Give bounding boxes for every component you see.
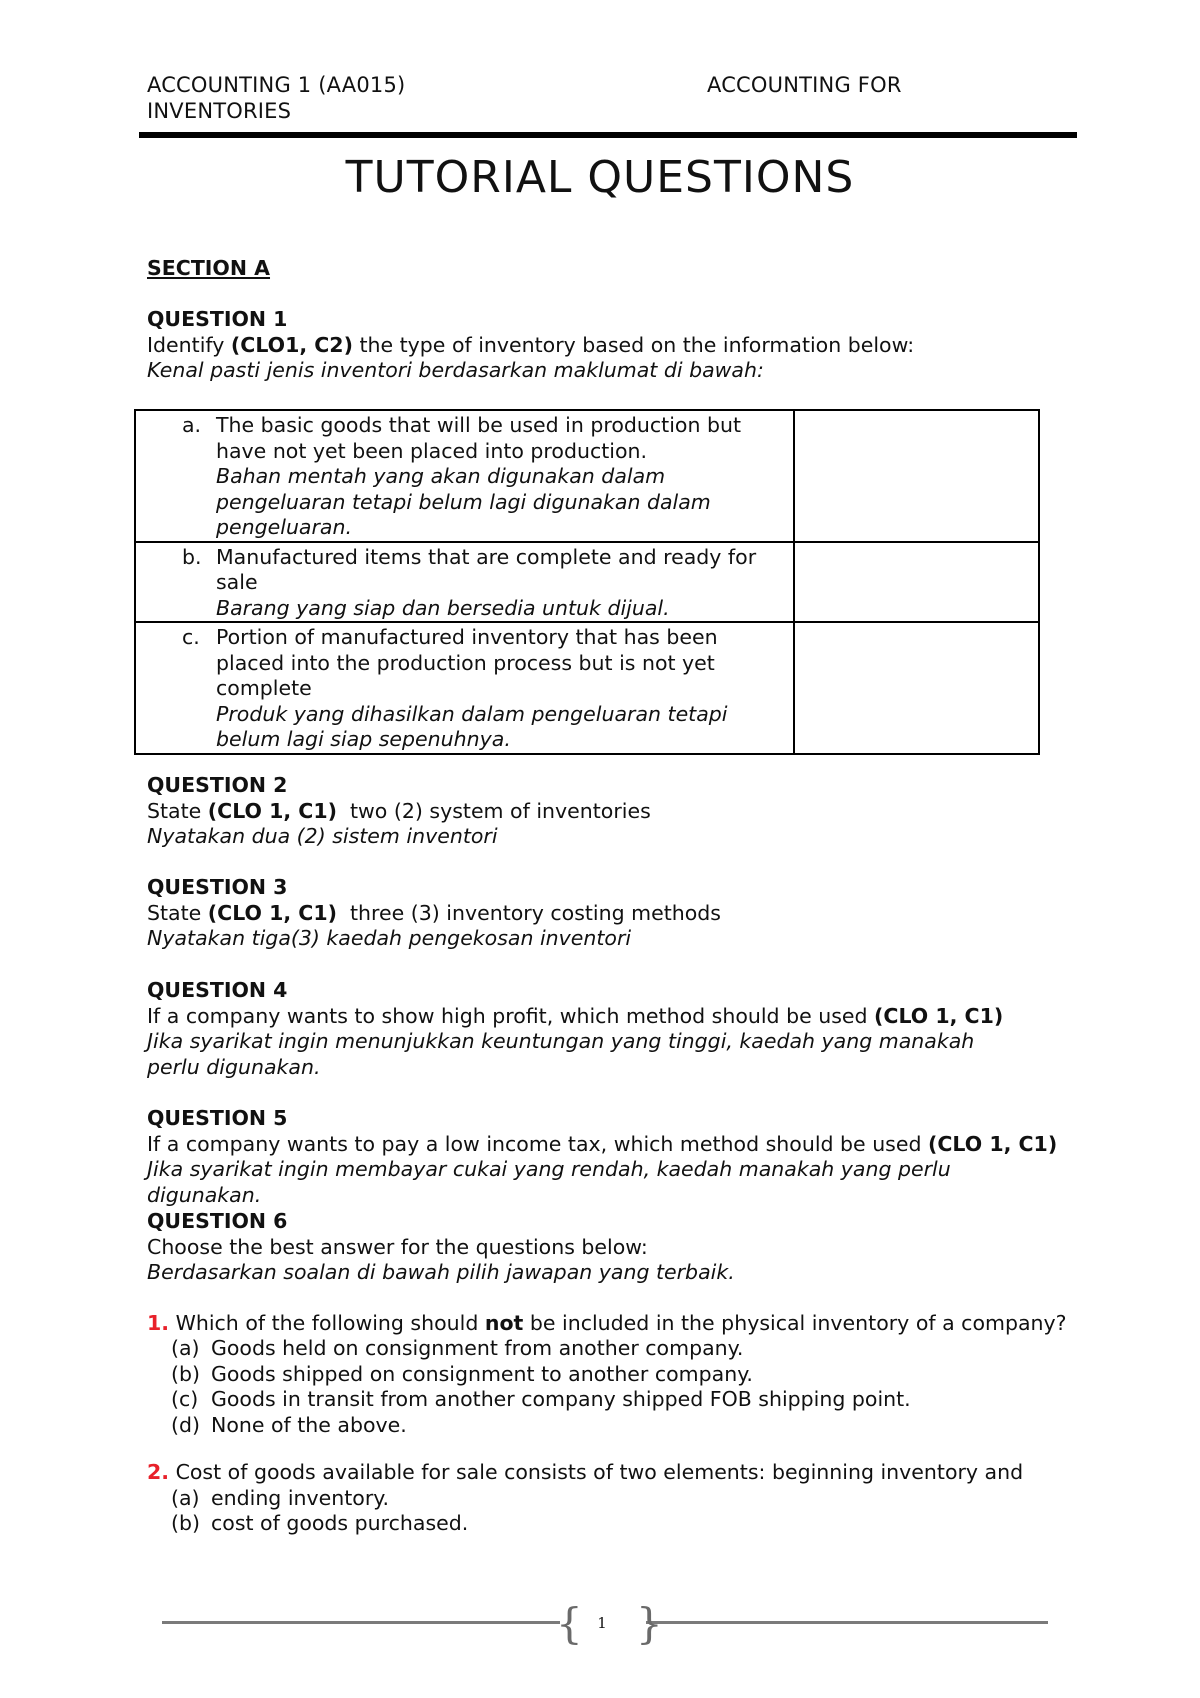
- table-cell-description: [135, 542, 794, 623]
- question-text: three (3) inventory costing methods: [336, 900, 721, 925]
- left-brace-icon: {: [556, 1599, 583, 1648]
- question-6-instruction-ms: Berdasarkan soalan di bawah pilih jawapan yang terbaik.: [147, 1260, 735, 1284]
- question-text: State: [147, 900, 208, 925]
- answer-cell[interactable]: [794, 410, 1039, 542]
- question-1-instruction: [147, 333, 1047, 359]
- clo-tag: (CLO 1, C1): [874, 1003, 1004, 1028]
- mcq-option[interactable]: [171, 1336, 1067, 1362]
- table-cell-description: [135, 622, 794, 754]
- question-6: [147, 1209, 1067, 1537]
- row-text-en: Manufactured items that are complete and ready for sale: [216, 544, 757, 594]
- page-title: TUTORIAL QUESTIONS: [345, 152, 855, 203]
- question-1: [147, 307, 1047, 384]
- question-text: If a company wants to show high profit, which method should be used: [147, 1003, 875, 1028]
- question-text: State: [147, 798, 208, 823]
- option-text: None of the above.: [211, 1412, 407, 1437]
- row-label: c.: [182, 625, 200, 649]
- question-4: [147, 978, 1047, 1080]
- right-brace-icon: }: [636, 1599, 663, 1648]
- header-course: ACCOUNTING 1 (AA015): [147, 73, 406, 97]
- mcq-text: be included in the physical inventory of a company?: [523, 1310, 1067, 1335]
- option-text: Goods in transit from another company shipped FOB shipping point.: [211, 1387, 911, 1411]
- question-1-instruction-ms: Kenal pasti jenis inventori berdasarkan maklumat di bawah:: [147, 358, 764, 382]
- option-label: (b): [171, 1511, 201, 1535]
- option-label: (c): [171, 1387, 199, 1411]
- row-label: b.: [182, 544, 202, 569]
- question-2-heading: QUESTION 2: [147, 773, 288, 797]
- option-label: (b): [171, 1361, 201, 1386]
- clo-tag: (CLO1, C2): [230, 332, 353, 357]
- question-text: two (2) system of inventories: [336, 798, 651, 823]
- clo-tag: (CLO 1, C1): [207, 900, 337, 925]
- table-row: [135, 410, 1039, 542]
- question-5-heading: QUESTION 5: [147, 1106, 288, 1130]
- option-label: (a): [171, 1336, 200, 1360]
- row-text-ms: Produk yang dihasilkan dalam pengeluaran tetapi belum lagi siap sepenuhnya.: [216, 701, 728, 751]
- question-4-heading: QUESTION 4: [147, 978, 288, 1002]
- header-topic-continued: INVENTORIES: [147, 99, 292, 123]
- mcq-option[interactable]: [171, 1511, 1067, 1537]
- table-row: [135, 622, 1039, 754]
- answer-cell[interactable]: [794, 622, 1039, 754]
- question-1-heading: QUESTION 1: [147, 307, 288, 331]
- question-2-text: [147, 799, 1047, 825]
- mcq-item: [147, 1460, 1067, 1537]
- inventory-type-table: [134, 409, 1040, 755]
- footer-rule-left: [162, 1621, 560, 1624]
- question-4-text-ms: Jika syarikat ingin menunjukkan keuntungan yang tinggi, kaedah yang manakah perlu digunakan.: [147, 1029, 975, 1079]
- question-5-text-ms: Jika syarikat ingin membayar cukai yang rendah, kaedah manakah yang perlu digunakan.: [147, 1157, 951, 1207]
- option-text: ending inventory.: [211, 1485, 389, 1510]
- mcq-number: 2.: [147, 1460, 170, 1484]
- mcq-number: 1.: [147, 1310, 170, 1335]
- option-text: Goods shipped on consignment to another company.: [211, 1361, 753, 1386]
- mcq-option[interactable]: [171, 1387, 1067, 1413]
- mcq-emphasis: not: [484, 1310, 524, 1335]
- mcq-stem: [147, 1311, 1067, 1337]
- question-4-text: [147, 1004, 1047, 1030]
- mcq-text: Which of the following should: [169, 1310, 485, 1335]
- question-5-text: [147, 1132, 1067, 1158]
- question-text: If a company wants to pay a low income tax, which method should be used: [147, 1131, 929, 1156]
- answer-cell[interactable]: [794, 542, 1039, 623]
- question-2: [147, 773, 1047, 850]
- clo-tag: (CLO 1, C1): [207, 798, 337, 823]
- option-text: Goods held on consignment from another company.: [211, 1336, 744, 1360]
- instruction-text: the type of inventory based on the information below:: [352, 332, 915, 357]
- question-5: [147, 1106, 1067, 1208]
- page-number: 1: [597, 1614, 607, 1632]
- clo-tag: (CLO 1, C1): [928, 1131, 1058, 1156]
- section-heading: SECTION A: [147, 256, 271, 280]
- question-3-text: [147, 901, 1047, 927]
- mcq-option[interactable]: [171, 1486, 1067, 1512]
- question-3-heading: QUESTION 3: [147, 875, 288, 899]
- mcq-item: [147, 1311, 1067, 1439]
- table-row: [135, 542, 1039, 623]
- row-label: a.: [182, 413, 202, 437]
- footer-rule-right: [646, 1621, 1048, 1624]
- question-6-heading: QUESTION 6: [147, 1209, 288, 1233]
- mcq-option[interactable]: [171, 1362, 1067, 1388]
- row-text-ms: Bahan mentah yang akan digunakan dalam pengeluaran tetapi belum lagi digunakan dalam pengeluaran.: [216, 464, 711, 539]
- row-text-ms: Barang yang siap dan bersedia untuk dijual.: [216, 595, 670, 620]
- option-text: cost of goods purchased.: [211, 1511, 469, 1535]
- option-label: (d): [171, 1412, 201, 1437]
- mcq-stem: [147, 1460, 1067, 1486]
- question-2-text-ms: Nyatakan dua (2) sistem inventori: [147, 824, 498, 848]
- row-text-en: The basic goods that will be used in production but have not yet been placed into production.: [216, 413, 742, 463]
- option-label: (a): [171, 1485, 200, 1510]
- question-3-text-ms: Nyatakan tiga(3) kaedah pengekosan inventori: [147, 926, 632, 950]
- row-text-en: Portion of manufactured inventory that has been placed into the production process but is not yet complete: [216, 625, 718, 700]
- header-topic: ACCOUNTING FOR: [707, 73, 902, 97]
- header-rule: [139, 132, 1077, 138]
- mcq-option[interactable]: [171, 1413, 1067, 1439]
- instruction-text: Identify: [147, 332, 231, 357]
- question-3: [147, 875, 1047, 952]
- question-6-instruction: Choose the best answer for the questions below:: [147, 1234, 648, 1259]
- table-cell-description: [135, 410, 794, 542]
- mcq-text: Cost of goods available for sale consists of two elements: beginning inventory and: [169, 1460, 1024, 1484]
